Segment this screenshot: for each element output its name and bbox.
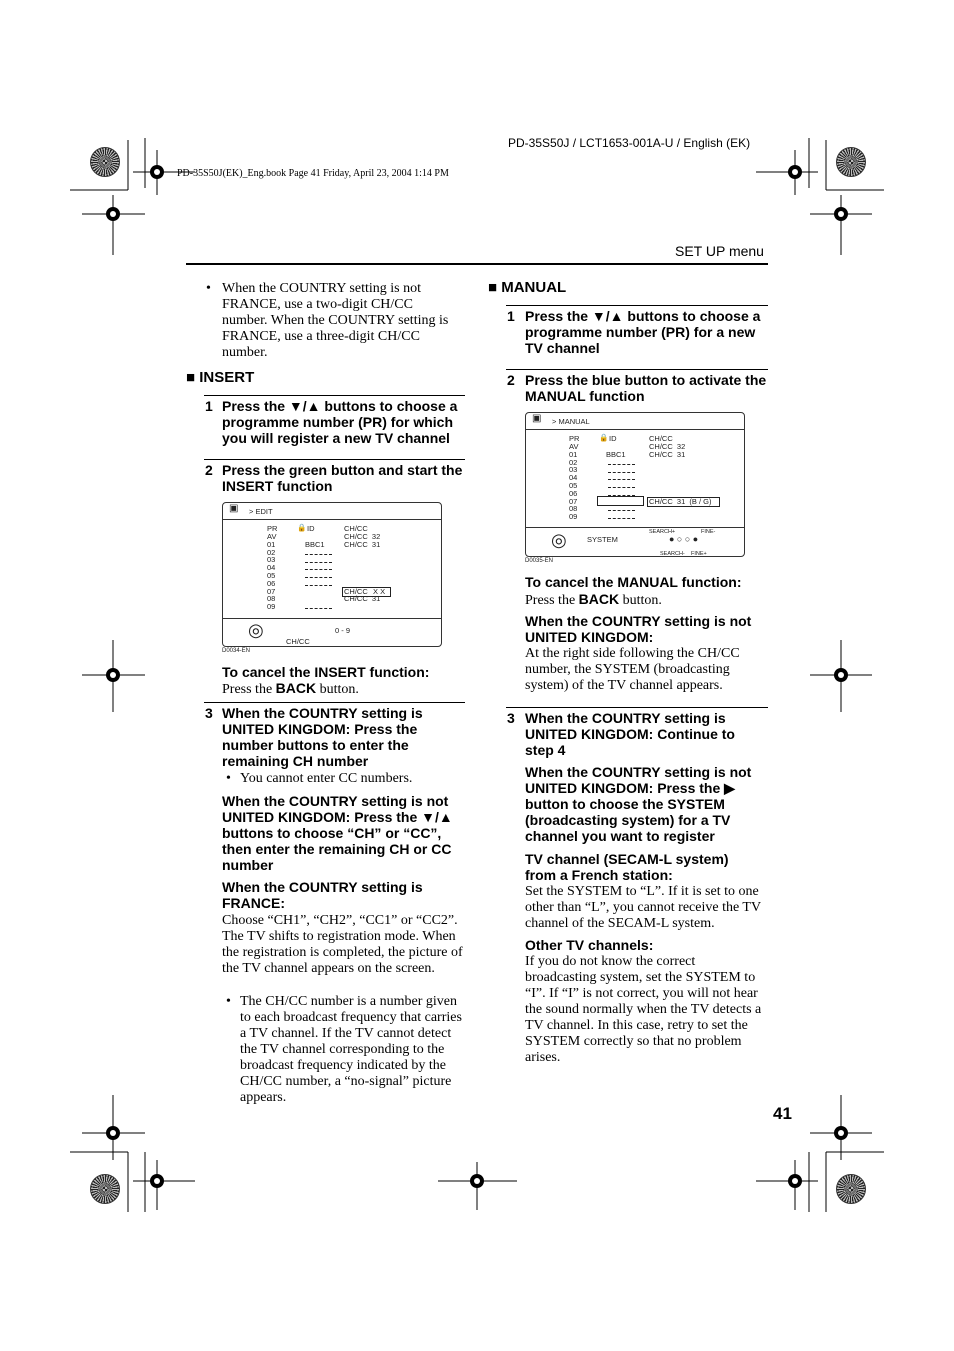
col-chcc: CH/CC: [649, 434, 673, 443]
manual-step1: Press the ▼/▲ buttons to choose a programme number (PR) for a new TV channel: [525, 308, 761, 356]
manual-cancel-text: Press the BACK button.: [525, 591, 662, 608]
step-number: 3: [205, 705, 213, 721]
row-06: 06: [267, 579, 276, 588]
tv-icon: ▣: [532, 413, 542, 424]
col-id: ID: [609, 434, 617, 443]
menu-path: > MANUAL: [552, 417, 590, 426]
col-pr: PR: [267, 524, 278, 533]
section-title: SET UP menu: [675, 243, 764, 259]
doc-id: PD-35S50J / LCT1653-001A-U / English (EK): [508, 136, 751, 150]
remote-dpad-icon: ◎: [551, 530, 567, 550]
insert-france-text: Choose “CH1”, “CH2”, “CC1” or “CC2”. The TV shifts to registration mode. When the registration is completed, the picture of the TV channel appears on the screen.: [222, 913, 463, 976]
header-rule: [186, 263, 768, 265]
row-03: 03: [569, 465, 578, 474]
id-bbc1: BBC1: [305, 540, 325, 549]
chcc-av: CH/CC 32: [344, 532, 381, 541]
manual-step3: When the COUNTRY setting is UNITED KINGDOM: Continue to step 4: [525, 710, 735, 758]
search-minus-label: SEARCH-: [660, 551, 685, 557]
step-number: 3: [507, 710, 515, 726]
manual-notuk-heading: When the COUNTRY setting is not UNITED KINGDOM:: [525, 613, 752, 645]
rule: [204, 459, 465, 460]
square-bullet-icon: ■: [488, 279, 498, 296]
fine-plus-label: FINE+: [691, 551, 707, 557]
insert-heading: ■ INSERT: [186, 369, 255, 386]
step-number: 1: [205, 398, 213, 414]
chcc-08: CH/CC 31: [344, 594, 381, 603]
menu-path: > EDIT: [249, 507, 273, 516]
chcc-07: CH/CC 31 (B / G): [649, 497, 712, 506]
row-08: 08: [267, 594, 276, 603]
row-02: 02: [267, 548, 276, 557]
row-04: 04: [267, 563, 276, 572]
row-01: 01: [267, 540, 276, 549]
diagram-code: D0035-EN: [525, 558, 554, 564]
row-06: 06: [569, 489, 578, 498]
rule: [506, 305, 768, 306]
search-plus-label: SEARCH+: [649, 529, 676, 535]
row-07: 07: [569, 497, 578, 506]
insert-cancel-heading: To cancel the INSERT function:: [222, 664, 430, 680]
secam-text: Set the SYSTEM to “L”. If it is set to one other than “L”, you cannot receive the TV channel of the SECAM-L system.: [525, 884, 761, 931]
insert-step2: Press the green button and start the INSERT function: [222, 462, 463, 494]
row-01: 01: [569, 450, 578, 459]
secam-heading: TV channel (SECAM-L system) from a French station:: [525, 851, 729, 883]
highlight-row: [597, 496, 644, 506]
manual-cancel-heading: To cancel the MANUAL function:: [525, 574, 742, 590]
footer-system: SYSTEM: [587, 535, 618, 544]
book-info: PD-35S50J(EK)_Eng.book Page 41 Friday, April 23, 2004 1:14 PM: [177, 168, 449, 179]
manual-screen-diagram: [525, 412, 745, 557]
remote-dpad-icon: ◎: [248, 620, 264, 640]
manual-step3b: When the COUNTRY setting is not UNITED KINGDOM: Press the ▶ button to choose the SYSTEM (broadcasting system) for a TV channel you want to register: [525, 764, 752, 844]
row-09: 09: [569, 512, 578, 521]
step-number: 2: [205, 462, 213, 478]
insert-cancel-text: Press the BACK button.: [222, 680, 359, 697]
fine-minus-label: FINE-: [701, 529, 716, 535]
back-key-label: BACK: [578, 591, 620, 607]
insert-step1: Press the ▼/▲ buttons to choose a programme number (PR) for which you will register a new TV channel: [222, 398, 458, 446]
row-03: 03: [267, 555, 276, 564]
row-09: 09: [267, 602, 276, 611]
chcc-07: CH/CC: [344, 587, 368, 596]
manual-step2: Press the blue button to activate the MANUAL function: [525, 372, 767, 404]
other-text: If you do not know the correct broadcasting system, set the SYSTEM to “I”. If “I” is not correct, you will not hear the sound normally when the TV detects a TV channel. In this case, retry to set the SYSTEM correctly so that no problem arises.: [525, 954, 762, 1065]
insert-france-heading: When the COUNTRY setting is FRANCE:: [222, 879, 423, 911]
insert-notuk-heading: When the COUNTRY setting is not UNITED KINGDOM: Press the ▼/▲ buttons to choose “CH” or “CC”, then enter the remaining CH or CC number: [222, 793, 453, 873]
row-05: 05: [569, 481, 578, 490]
col-id: ID: [307, 524, 315, 533]
lock-icon: 🔒: [599, 433, 609, 442]
id-bbc1: BBC1: [606, 450, 626, 459]
square-bullet-icon: ■: [186, 369, 196, 386]
insert-step3: When the COUNTRY setting is UNITED KINGDOM: Press the number buttons to enter the remaining CH number: [222, 705, 423, 769]
row-08: 08: [569, 504, 578, 513]
col-pr: PR: [569, 434, 580, 443]
intro-bullet: • When the COUNTRY setting is not FRANCE, use a two-digit CH/CC number. When the COUNTRY setting is FRANCE, use a three-digit CH/CC number.: [206, 281, 449, 360]
manual-heading: ■ MANUAL: [488, 279, 567, 296]
row-02: 02: [569, 458, 578, 467]
tv-icon: ▣: [229, 503, 239, 514]
diagram-code: D0034-EN: [222, 648, 251, 654]
page-number: 41: [773, 1104, 792, 1123]
other-heading: Other TV channels:: [525, 937, 654, 953]
lock-icon: 🔒: [297, 523, 307, 532]
chcc-01: CH/CC 31: [344, 540, 381, 549]
rule: [506, 369, 768, 370]
row-av: AV: [569, 442, 579, 451]
rule: [204, 395, 465, 396]
footer-chcc: CH/CC: [286, 637, 310, 646]
rule: [506, 707, 768, 708]
chcc-av: CH/CC 32: [649, 442, 686, 451]
step-number: 2: [507, 372, 515, 388]
edit-screen-diagram: [222, 502, 442, 647]
manual-notuk-text: At the right side following the CH/CC number, the SYSTEM (broadcasting system) of the TV channel appears.: [525, 646, 740, 693]
row-07: 07: [267, 587, 276, 596]
chcc-07-value: X X: [373, 587, 386, 596]
step-number: 1: [507, 308, 515, 324]
back-key-label: BACK: [275, 680, 317, 696]
row-05: 05: [267, 571, 276, 580]
row-04: 04: [569, 473, 578, 482]
color-buttons-icon: ● ○ ○ ●: [669, 534, 699, 544]
col-chcc: CH/CC: [344, 524, 368, 533]
rule: [204, 702, 465, 703]
row-av: AV: [267, 532, 277, 541]
footer-number-keys: 0 - 9: [335, 626, 351, 635]
step3-bullet: • You cannot enter CC numbers.: [226, 771, 413, 786]
chcc-01: CH/CC 31: [649, 450, 686, 459]
france-bullet: • The CH/CC number is a number given to each broadcast frequency that carries a TV channel. If the TV cannot detect the TV channel corresponding to the broadcast frequency indicated by the CH/CC number, a “no-signal” picture appears.: [226, 994, 462, 1105]
